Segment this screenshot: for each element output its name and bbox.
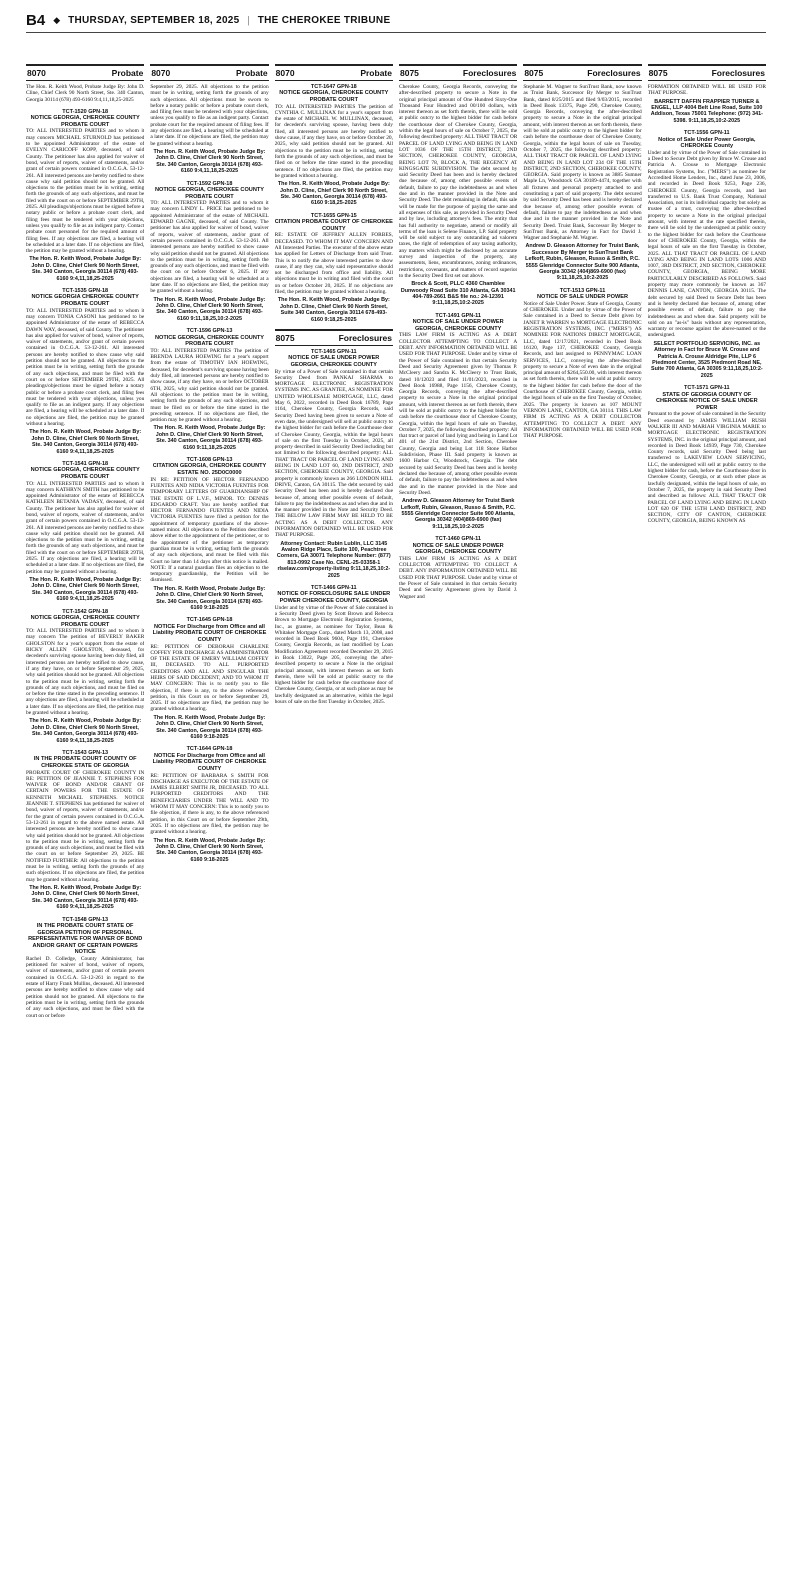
category-code: 8075 (399, 68, 419, 78)
notice-id: TCT-1543 GPN-13 (62, 749, 109, 756)
notice-title: NOTICE For Discharge from Office and all Liability PROBATE COURT OF CHEROKEE COUNTY (152, 623, 267, 643)
notice-title: CITATION PROBATE COURT OF CHEROKEE COUNTY (274, 219, 393, 232)
category-code: 8075 (275, 332, 295, 343)
notice-signature: Andrew D. Gleason Attorney for Truist Bank Lefkoff, Rubin, Gleason, Russo & Smith, P.C. 5555 Glenridge Connector Suite 900 Atlanta, Georgia 30342 (404)869-6900 (fax) 9:11,18,25,10:2-2025 (400, 498, 516, 530)
category-name: Probate (236, 68, 268, 78)
category-code: 8070 (27, 68, 46, 78)
paper-name: THE CHEROKEE TRIBUNE (257, 14, 391, 26)
notice-body: Rachel D. Colledge, County Administrator, has petitioned for waiver of bond, waiver of reports, waiver of statements, and/or grant of certain powers contained in O.C.G.A. 53-12-261 in regard to the estate of Harry Frank Mullins, deceased. All interested persons are hereby notified to show cause why said petition should not be granted. All objections to the petition must be in writing, setting forth the grounds of any such objections, and must be filed with the court on or before (26, 955, 145, 1019)
notice-signature: The Hon. R. Keith Wood, Probate Judge By: John D. Cline, Chief Clerk 90 North Street, Ste. 340 Canton, Georgia 30114 (678) 493-6160 9:4,11,18,25-2025 (29, 718, 142, 744)
notice-body: RE: PETITION OF BARBARA S SMITH FOR DISCHARGE AS EXECUTOR OF THE ESTATE OF JAMES ELBERT SMITH JR, DECEASED. TO ALL PURPORTED CREDITORS AND THE BENEFICIARIES UNDER THE WILL AND TO WHOM IT MAY CONCERN: This is to notify you to file objection, if there is any, to the above referenced petition, in this Court on or before September 29th, 2025. If no objections are filed, the petition may be granted without a hearing. (150, 772, 269, 836)
notice-body: IN RE: PETITION OF HECTOR FERNANDO FUENTES AND NIDIA VICTORIA FUENTES FOR TEMPORARY LETTERS OF GUARDIANSHIP OF THE ESTATE OF L.V.F., MINOR. TO: DENNIS EDGARDO CRAFT. You are hereby notified that HECTOR FERNANDO FUENTES AND NIDIA VICTORIA FUENTES have filed a petition for the appointment of temporary guardians of the above-named minor. All objections to the Petition described above either to the appointment of the petitioner, or to the appointment of the petitioner as temporary guardian must be in writing, setting forth the grounds of any such objections, and must be filed with this Court no later than 14 days after this notice is mailed. NOTE: If a natural guardian files an objection to the temporary guardianship, the Petition will be dismissed. (150, 476, 269, 584)
notice-body: TO: ALL INTERESTED PARTIES and to whom it may concern The petition of BEVERLY BAKER GHOLSTON for a year's support from the estate of RICKY ALLEN GHOLSTON, deceased, for decedent's surviving spouse having been duly filed, all interested persons are hereby notified to show cause, if any they have, on or before September 29, 2025, why said petition should not be granted. All objections to the petition must be in writing, setting forth the grounds of any such objections, and must be filed on or before the time stated in the preceding sentence. If any objections are filed, a hearing will be scheduled at a later date. If no objections are filed, the petition may be granted without a hearing. (26, 628, 145, 717)
column-heading (275, 64, 393, 81)
notice-body: TO: ALL INTERESTED PARTIES and to whom it may concern LINDY L. PRICE has petitioned to be appointed Administrator of the estate of MICHAEL EDWARD GAGNE, deceased, of said County. The petitioner has also applied for waiver of bond, waiver of reports, waiver of statements, and/or grant of certain powers contained in O.C.G.A. 53-12-261. All interested persons are hereby notified to show cause why said petition should not be granted. All objections to the petition must be in writing, setting forth the grounds of any such objections, and must be filed with the court on or before October 6, 2025. If any objections are filed, a hearing will be scheduled at a later date. If no objections are filed, the petition may be granted without a hearing. (150, 200, 269, 295)
legal-notice (150, 617, 268, 740)
legal-notice (26, 84, 144, 103)
category-name: Probate (360, 68, 392, 78)
notice-id: TCT-1466 GPN-11 (311, 585, 357, 592)
notice-id: TCT-1520 GPN-18 (62, 108, 109, 115)
notice-signature: The Hon. R. Keith Wood, Probate Judge By: John D. Cline, Chief Clerk 90 North Street, Ste. 340 Canton, Georgia 30114 (678) 493-6160 9:18-2025 (153, 837, 266, 863)
notice-signature: The Hon. R. Keith Wood, Probate Judge By: John D. Cline, Chief Clerk 90 North Street, Ste. 340 Canton, Georgia 30114 (678) 493-6160 9:4,11,18,25-2025 (29, 576, 142, 603)
column-heading (26, 64, 144, 81)
notice-body: PROBATE COURT OF CHEROKEE COUNTY IN RE: PETITION OF JEANNIE T. STEPHENS FOR WAIVER OF BOND AND/OR GRANT OF CERTAIN POWERS FOR THE ESTATE OF KENNETH MICHAEL STEPHENS. NOTICE JEANNIE T. STEPHENS has petitioned for waiver of bond, waiver of reports, waiver of statements, and/or for the grant of certain powers contained in O.C.G.A. 53-12-261 in regard to the above named estate. All interested persons are hereby notified to show cause why said petition should not be granted. All objections to the petition must be in writing, setting forth the grounds of any such objections, and must be filed with the court on or before September 29, 2025. BE NOTIFIED FURTHER: All objections to the petition must be in writing, setting forth the grounds of any such objections. If no objections are filed, the petition may be granted without a hearing. (26, 769, 145, 883)
notice-signature: The Hon. R. Keith Wood, Probate Judge By: John D. Cline, Chief Clerk 90 North Street, Ste. 340 Canton, Georgia 30114 (678) 493-6160 9:11,18,25,10:2-2025 (153, 296, 266, 322)
notice-body: Under and by virtue of the Power of Sale contained in a Security Deed given by Scott Brown and Rebecca Brown to Mortgage Electronic Registration Systems, Inc., as grantee, as nominee for Taylor, Bean & Whitaker Mortgage Corp., dated March 13, 2008, and recorded in Deed Book 9604, Page 191, Cherokee County, Georgia Records, as last modified by Loan Modification Agreement recorded December 29, 2015 in Book 13022, Page 205, conveying the after-described property to secure a Note in the original principal amount, with interest thereon as set forth therein, there will be sold at public outcry to the highest bidder for cash before the courthouse door of Cherokee County, Georgia, or at such place as may be lawfully designated as an alternative, within the legal hours of sale on the first Tuesday in October, 2025. (274, 604, 393, 706)
column-heading (399, 64, 517, 81)
notice-id: TCT-1465 GPN-11 (311, 348, 357, 355)
notice-signature: The Hon. R. Keith Wood, Probate Judge By: John D. Cline, Chief Clerk 90 North Street, Ste. 340 Canton, Georgia 30114 (678) 493-6160 9:18,25-2025 (277, 181, 390, 207)
notice-id: TCT-1571 GPN-11 (684, 385, 730, 392)
notice-id: TCT-1592 GPN-18 (186, 180, 233, 187)
notice-signature: Attorney Contact: Rubin Lublin, LLC 3145 Avalon Ridge Place, Suite 100, Peachtree Corners, GA 30071 Telephone Number: (877) 813-0992 Case No. CENL-25-03358-1 rlselaw.com/property-listing 9:11,18,25,10:2-2025 (276, 540, 391, 579)
notice-id: TCT-1460 GPN-11 (435, 536, 481, 543)
notice-body: TO: ALL INTERESTED PARTIES and to whom it may concern MICHAEL STURNOLD has petitioned to be appointed Administrator of the estate of EVELYN CARICOFF KOPP, deceased, of said County. The petitioner has also applied for waiver of bond, waiver of reports, waiver of statements, and/or grant of certain powers contained in O.C.G.A. 53-12-261. All interested persons are hereby notified to show cause why said petition should not be granted. All objections to the petition must be in writing, setting forth the grounds of any such objections, and must be filed with the court on or before SEPTEMBER 29TH, 2025. All pleadings/objections must be signed before a notary public or before a probate court clerk, and filing fees must be tendered with your objections, unless you qualify to file as an indigent party. Contact probate court personnel for the required amount of filing fees. If any objections are filed, a hearing will be scheduled at a later date. If no objections are filed, the petition may be granted without a hearing. (26, 128, 145, 255)
notice-column (275, 64, 393, 1574)
legal-notice (26, 461, 144, 603)
category-code: 8070 (275, 68, 295, 78)
notice-signature: Andrew D. Gleason Attorney for Truist Bank, Successor By Merger to SunTrust Bank Lefkoff, Rubin, Gleason, Russo & Smith, P.C. 5555 Glenridge Connector Suite 900 Atlanta, Georgia 30342 (404)869-6900 (fax) 9:11,18,25,10:2-2025 (525, 243, 640, 282)
notice-title: NOTICE For Discharge from Office and all Liability PROBATE COURT OF CHEROKEE COUNTY (152, 752, 267, 772)
column-heading (275, 329, 393, 346)
notice-title: CITATION GEORGIA, CHEROKEE COUNTY ESTATE NO. 25D0C0000 (152, 463, 267, 477)
header-separator: | (247, 14, 250, 26)
notice-body: RE: ESTATE OF JEFFREY ALLEN FORBES, DECEASED. TO WHOM IT MAY CONCERN AND All Interested Parties. The executor of the above estate has applied for Letters of Discharge from said Trust. This is to notify the above interested parties to show cause, if any they can, why said representative should not be discharged from office and liability. All objections must be in writing and filed with the court on or before October 20, 2025. If no objections are filed, the petition may be granted without a hearing. (274, 232, 393, 296)
column-heading (648, 64, 766, 81)
notice-title: NOTICE OF SALE UNDER POWER (536, 294, 628, 301)
legal-notice (150, 84, 268, 175)
category-name: Foreclosures (587, 68, 641, 78)
notice-title: NOTICE OF SALE UNDER POWER GEORGIA, CHEROKEE COUNTY (412, 319, 504, 332)
notice-title: NOTICE GEORGIA, CHEROKEE COUNTY PROBATE COURT (30, 467, 140, 480)
column-heading (523, 64, 641, 81)
notice-column (26, 64, 144, 1574)
notice-id: TCT-1513 GPN-11 (559, 287, 606, 294)
notice-title: NOTICE GEORGIA, CHEROKEE COUNTY PROBATE COURT (30, 115, 140, 128)
notice-id: TCT-1644 GPN-18 (186, 746, 233, 753)
legal-notice (150, 746, 268, 863)
notice-title: NOTICE OF SALE UNDER POWER GEORGIA, CHEROKEE COUNTY (288, 355, 380, 368)
diamond-icon: ◆ (53, 14, 61, 25)
notice-id: TCT-1548 GPN-13 (62, 916, 109, 923)
notice-title: NOTICE GEORGIA, CHEROKEE COUNTY PROBATE COURT (30, 614, 140, 628)
notice-body: THIS LAW FIRM IS ACTING AS A DEBT COLLECTOR ATTEMPTING TO COLLECT A DEBT. ANY INFORMATION OBTAINED WILL BE USED FOR THAT PURPOSE. Under and by virtue of the Power of Sale contained in that certain Security Deed and Security Agreement given by David J. Wagner and (398, 555, 518, 600)
category-name: Foreclosures (462, 68, 517, 78)
category-code: 8070 (151, 68, 171, 78)
notice-id: TCT-1655 GPN-15 (310, 212, 357, 219)
column-heading (150, 64, 268, 81)
page-number: B4 (26, 11, 46, 29)
notice-title: IN THE PROBATE COURT STATE OF GEORGIA PETITION OF PERSONAL REPRESENTATIVE FOR WAIVER OF BOND AND/OR GRANT OF CERTAIN POWERS NOTICE (28, 922, 143, 956)
notice-column (399, 64, 517, 1574)
legal-notice (523, 84, 641, 282)
legal-notice (26, 288, 144, 455)
notice-id: TCT-1647 GPN-18 (310, 84, 357, 90)
legal-notice (399, 313, 517, 530)
notice-body: Under and by virtue of the Power of Sale contained in a Deed to Secure Debt given by Bruce W. Crouse and Patricia A. Crouse to Mortgage Electronic Registration Systems, Inc. ("MERS") as nominee for Accredited Home Lenders, Inc., dated June 23, 2006, and recorded in Deed Book 9253, Page 236, CHEROKEE County, Georgia records, and last transferred to U.S. Bank Trust Company, National Association, not in its individual capacity but solely as trustee of a trust, conveying the after-described property to secure a Note in the original principal amount, with interest at the rate specified therein, there will be sold by the undersigned at public outcry to the highest bidder for cash before the Courthouse door of CHEROKEE County, Georgia, within the legal hours of sale on the first Tuesday in October, 2025. ALL THAT TRACT OR PARCEL OF LAND LYING AND BEING IN LAND LOTS 1006 AND 1007, 3RD DISTRICT, 2ND SECTION, CHEROKEE COUNTY, GEORGIA, BEING MORE PARTICULARLY DESCRIBED AS FOLLOWS. Said property may more commonly be known as 367 DENNIS LANE, CANTON, GEORGIA 30115. The debt secured by said Deed to Secure Debt has been and is hereby declared due because of, among other possible events of default, failure to pay the indebtedness as and when due. Said property will be sold on an "as-is" basis without any representation, warranty or recourse against the above-named or the undersigned. (647, 149, 766, 339)
notice-body: RE: PETITION OF DEBORAH CHARLENE COFFEY FOR DISCHARGE AS ADMINISTRATOR OF THE ESTATE OF EMERY WILLIAM COFFEY III, DECEASED. TO ALL PURPORTED CREDITORS AND ALL AND SINGULAR THE HEIRS OF SAID DECEDENT, AND TO WHOM IT MAY CONCERN: This is to notify you to file objection, if there is any, to the above referenced petition, in this Court on or before September 29, 2025. If no objections are filed, the petition may be granted without a hearing. (150, 643, 269, 713)
legal-notice (26, 109, 144, 282)
classifieds-columns (26, 64, 766, 1574)
notice-signature: The Hon. R. Keith Wood, Probate Judge By: John D. Cline, Chief Clerk 90 North Street, Ste. 340 Canton, Georgia 30114 (678) 493-6160 9:4,11,18,25-2025 (153, 148, 266, 175)
page-header (26, 8, 766, 33)
notice-title: STATE OF GEORGIA COUNTY OF CHEROKEE NOTICE OF SALE UNDER POWER (655, 391, 758, 411)
notice-id: TCT-1542 GPN-18 (62, 608, 109, 615)
legal-notice (26, 609, 144, 744)
notice-signature: The Hon. R. Keith Wood, Probate Judge By: John D. Cline, Chief Clerk 90 North Street, Ste. 340 Canton, Georgia 30114 (678) 493-6160 9:18-2025 (153, 585, 266, 611)
category-name: Probate (111, 68, 144, 78)
notice-title: NOTICE GEORGIA, CHEROKEE COUNTY PROBATE COURT (154, 187, 265, 200)
notice-id: TCT-1535 GPN-18 (62, 288, 109, 295)
legal-notice (26, 917, 144, 1019)
notice-signature: SELECT PORTFOLIO SERVICING, INC. as Attorney in Fact for Bruce W. Crouse and Patricia A. Crouse Aldridge Pite, LLP 6 Piedmont Center, 3525 Piedmont Road NE, Suite 700 Atlanta, GA 30305 9:11,18,25,10:2-2025 (650, 340, 763, 379)
legal-notice (275, 349, 393, 579)
legal-notice (150, 181, 268, 323)
notice-signature: The Hon. R. Keith Wood, Probate Judge By: John D. Cline, Chief Clerk 90 North Street, Ste. 340 Canton, Georgia 30114 (678) 493-6160 9:4,11,18,25-2025 (29, 884, 142, 911)
notice-signature: The Hon. R. Keith Wood, Probate Judge By: John D. Cline, Chief Clerk 90 North Street, Ste. 340 Canton, Georgia 30114 (678) 493-6160 9:18-2025 (153, 714, 266, 740)
legal-notice (648, 385, 766, 525)
notice-body: Pursuant to the power of sale contained in the Security Deed executed by JAMES WILLIAM RUSH WALKER III AND MARIAH VIRGINIA MARIE to MORTGAGE ELECTRONIC REGISTRATION SYSTEMS, INC. in the original principal amount, and recorded in Deed Book 14939, Page 730, Cherokee County records, said Security Deed being last transferred to LAKEVIEW LOAN SERVICING, LLC, the undersigned will sell at public outcry to the highest bidder for cash, before the Courthouse door in Cherokee County, Georgia, or at such other place as lawfully designated, within the legal hours of sale, on October 7, 2025, the property in said Security Deed and described as follows: ALL THAT TRACT OR PARCEL OF LAND LYING AND BEING IN LAND LOT 620 OF THE 15TH LAND DISTRICT, 2ND SECTION, CITY OF CANTON, CHEROKEE COUNTY, GEORGIA, BEING KNOWN AS (647, 411, 766, 525)
legal-notice (275, 213, 393, 323)
notice-title: NOTICE OF FORECLOSURE SALE UNDER POWER CHEROKEE COUNTY, GEORGIA (277, 591, 391, 605)
legal-notice (399, 536, 517, 600)
notice-body: TO: ALL INTERESTED PARTIES and to whom it may concern TONIA CASONI has petitioned to be appointed Administrator of the estate of REBECCA DAWN WAY, deceased, of said County. The petitioner has also applied for waiver of bond, waiver of reports, waiver of statements, and/or grant of certain powers contained in O.C.G.A. 53-12-261. All interested persons are hereby notified to show cause why said petition should not be granted. All objections to the petition must be in writing, setting forth the grounds of any such objections, and must be filed with the court on or before SEPTEMBER 29TH, 2025. All pleadings/objections must be signed before a notary public or before a probate court clerk, and filing fees must be tendered with your objections, unless you qualify to file as an indigent party. If any objections are filed, a hearing will be scheduled at a later date. If no objections are filed, the petition may be granted without a hearing. (26, 307, 145, 427)
notice-body: FORMATION OBTAINED WILL BE USED FOR THAT PURPOSE. (647, 84, 766, 97)
notice-title: NOTICE GEORGIA, CHEROKEE COUNTY PROBATE COURT (154, 334, 265, 348)
legal-notice (150, 457, 268, 611)
notice-body: TO: ALL INTERESTED PARTIES and to whom it may concern KATHRYN SMITH has petitioned to be appointed Administrator of the estate of REBECCA KATHLEEN BETANIA VADASY, deceased, of said County. The petitioner has also applied for waiver of bond, waiver of reports, waiver of statements, and/or grant of certain powers contained in O.C.G.A. 53-12-261. All interested persons are hereby notified to show cause why said petition should not be granted. All objections to the petition must be in writing, setting forth the grounds of any such objections, and must be filed with the court on or before SEPTEMBER 29TH, 2025. If any objections are filed, a hearing will be scheduled at a later date. If no objections are filed, the petition may be granted without a hearing. (26, 480, 145, 575)
category-code: 8075 (648, 68, 668, 78)
notice-body: Cherokee County, Georgia Records, conveying the after-described property to secure a Note in the original principal amount of One Hundred Sixty-One Thousand Four Hundred and 00/100 dollars, with interest thereon as set forth therein, there will be sold at public outcry to the highest bidder for cash before the courthouse door of Cherokee County, Georgia, within the legal hours of sale on October 7, 2025, the following described property: ALL THAT TRACT OR PARCEL OF LAND LYING AND BEING IN LAND LOT 1036 OF THE 15TH DISTRICT, 2ND SECTION, CHEROKEE COUNTY, GEORGIA, BEING LOT 78, BLOCK A, THE REGENCY AT KINGSGATE SUBDIVISION. The debt secured by said Security Deed has been and is hereby declared due because of, among other possible events of default, failure to pay the indebtedness as and when due and in the manner provided in the Note and Security Deed. The debt remaining in default, this sale will be made for the purpose of paying the same and all expenses of this sale, as provided in Security Deed and by law, including attorney's fees. The entity that has full authority to negotiate, amend or modify all terms of the loan is Selene Finance, LP. Said property will be sold subject to any outstanding ad valorem taxes, the right of redemption of any taxing authority, any matters which might be disclosed by an accurate survey and inspection of the property, any assessments, liens, encumbrances, zoning ordinances, restrictions, covenants, and matters of record superior to the Security Deed first set out above. (398, 84, 518, 279)
notice-id: TCT-1491 GPN-11 (435, 312, 481, 319)
legal-notice (275, 585, 393, 705)
legal-notice (150, 328, 268, 451)
notice-column (648, 64, 766, 1574)
notice-signature: The Hon. R. Keith Wood, Probate Judge By: John D. Cline, Chief Clerk 90 North Street, Suite 340 Canton, Georgia 30114 678-493-6160 9:18,25-2025 (277, 297, 390, 323)
category-code: 8075 (524, 68, 544, 78)
notice-title: NOTICE GEORGIA, CHEROKEE COUNTY PROBATE COURT (279, 90, 389, 103)
notice-title: Notice of Sale Under Power Georgia, CHEROKEE County (658, 136, 756, 150)
notice-id: TCT-1556 GPN-11 (684, 130, 730, 137)
legal-notice (399, 84, 517, 307)
notice-signature: The Hon. R. Keith Wood, Probate Judge By: John D. Cline, Chief Clerk 90 North Street, Ste. 340 Canton, Georgia 30114 (678) 493-6160 9:4,11,18,25-2025 (29, 429, 142, 455)
notice-signature: The Hon. R. Keith Wood, Probate Judge By: John D. Cline, Chief Clerk 90 North Street, Ste. 340 Canton, Georgia 30114 (678) 493-6160 9:4,11,18,25-2025 (29, 256, 142, 282)
notice-body: Stephanie M. Wagner to SunTrust Bank, now known as Truist Bank, Successor By Merger to SunTrust Bank, dated 8/25/2015 and filed 9/03/2015, recorded in Deed Book 13375, Page 290, Cherokee County, Georgia Records, conveying the after-described property to secure a Note in the original principal amount, with interest thereon as set forth therein, there will be sold at public outcry to the highest bidder for cash before the courthouse door of Cherokee County, Georgia, within the legal hours of sale on Tuesday, October 7, 2025, the following described property: ALL THAT TRACT OR PARCEL OF LAND LYING AND BEING IN LAND LOT 234 OF THE 15TH DISTRICT, 2ND SECTION, CHEROKEE COUNTY, GEORGIA. Said property is known as 3885 Sumner Maple Ln, Woodstock GA 30189-4474, together with all fixtures and personal property attached to and constituting a part of said property. The debt secured by said Security Deed has been and is hereby declared due because of, among other possible events of default, failure to pay the indebtedness as and when due and in the manner provided in the Note and Security Deed. Truist Bank, Successor By Merger to SunTrust Bank, as Attorney in Fact for David J. Wagner and Stephanie M. Wagner. (523, 84, 642, 242)
legal-notice (648, 84, 766, 124)
legal-notice (26, 750, 144, 911)
legal-notice (523, 288, 641, 440)
notice-signature: The Hon. R. Keith Wood, Probate Judge By: John D. Cline, Chief Clerk 90 North Street, Ste. 340 Canton, Georgia 30114 (678) 493-6160 9:11,18,25-2025 (153, 425, 266, 451)
notice-column (523, 64, 641, 1574)
notice-body: THIS LAW FIRM IS ACTING AS A DEBT COLLECTOR ATTEMPTING TO COLLECT A DEBT. ANY INFORMATION OBTAINED WILL BE USED FOR THAT PURPOSE. Under and by virtue of the Power of Sale contained in that certain Security Deed and Security Agreement given by Thomas P. McCleery and Sandra K. McCleery to Trust Bank, dated 10/12023 and filed 11/01/2023, recorded in Deed Book 16988, Page 1156, Cherokee County, Georgia Records, conveying the after-described property to secure a Note in the original principal amount, with interest thereon as set forth therein, there will be sold at public outcry to the highest bidder for cash before the courthouse door of Cherokee County, Georgia, within the legal hours of sale on Tuesday, October 7, 2025, the following described property: All that tract or parcel of land lying and being in Land Lot 401 of the 21st District, 2nd Section, Cherokee County, Georgia and being Lot 118 Stone Harbor Subdivision, Phase III. Said property is known as 1600 Harbor Ct, Woodstock, Georgia. The debt secured by said Security Deed has been and is hereby declared due because of, among other possible events of default, failure to pay the indebtedness as and when due and in the manner provided in the Note and Security Deed. (398, 332, 518, 496)
legal-notice (648, 130, 766, 379)
category-name: Foreclosures (338, 332, 392, 343)
notice-column (150, 64, 268, 1574)
notice-title: NOTICE OF SALE UNDER POWER GEORGIA, CHEROKEE COUNTY (412, 542, 504, 556)
notice-body: Notice of Sale Under Power. State of Georgia, County of CHEROKEE. Under and by virtue of the Power of Sale contained in a Deed to Secure Debt given by JANET R WARREN to MORTGAGE ELECTRONIC REGISTRATION SYSTEMS, INC. ("MERS") AS NOMINEE FOR NATIONS DIRECT MORTGAGE, LLC, dated 12/17/2021, recorded in Deed Book 16120, Page 137, CHEROKEE County, Georgia Records, and last assigned to PENNYMAC LOAN SERVICES, LLC, conveying the after-described property to secure a Note of even date in the original principal amount of $264,550.00, with interest thereon as set forth therein, there will be sold at public outcry to the highest bidder for cash before the door of the Courthouse of CHEROKEE County, Georgia, within the legal hours of sale on the first Tuesday of October, 2025. The property is known as 107 MOUNT VERNON LANE, CANTON, GA 30114. THIS LAW FIRM IS ACTING AS A DEBT COLLECTOR ATTEMPTING TO COLLECT A DEBT. ANY INFORMATION OBTAINED WILL BE USED FOR THAT PURPOSE. (523, 300, 642, 440)
notice-id: TCT-1645 GPN-18 (186, 617, 233, 624)
notice-title: NOTICE GEORGIA CHEROKEE COUNTY PROBATE COURT (31, 294, 139, 308)
notice-id: TCT-1608 GPN-13 (186, 457, 233, 464)
notice-body: By virtue of a Power of Sale contained in that certain Security Deed from PANKAJ SHARMA to MORTGAGE ELECTRONIC REGISTRATION SYSTEMS INC. AS GRANTEE, AS NOMINEE FOR UNITED WHOLESALE MORTGAGE, LLC, dated May 6, 2022, recorded in Deed Book 16789, Page 1164, Cherokee County, Georgia Records, said Security Deed having been given to secure a Note of even date, the undersigned will sell at public outcry to the highest bidder for cash before the Courthouse door of Cherokee County, Georgia, within the legal hours of sale on the first Tuesday in October, 2025, all property described in said Security Deed including but not limited to the following described property: ALL THAT TRACT OR PARCEL OF LAND LYING AND BEING IN LAND LOT 60, 2ND DISTRICT, 2ND SECTION, CHEROKEE COUNTY, GEORGIA. Said property is commonly known as 266 LONDON HILL DRIVE, Canton, GA 30115. The debt secured by said Security Deed has been and is hereby declared due because of, among other possible events of default, failure to pay the indebtedness as and when due and in the manner provided in the Note and Security Deed. THE BELOW LAW FIRM MAY BE HELD TO BE ACTING AS A DEBT COLLECTOR. ANY INFORMATION OBTAINED WILL BE USED FOR THAT PURPOSE. (274, 368, 393, 539)
notice-signature: Brock & Scott, PLLC 4360 Chamblee Dunwoody Road Suite 310 Atlanta, GA 30341 404-789-2661 B&S file no.: 24-12391 9:11,18,25,10:2-2025 (400, 281, 516, 307)
notice-body: The Hon. R. Keith Wood, Probate Judge By: John D. Cline, Chief Clerk 90 North Street, Ste. 340 Canton, Georgia 30114 (678) 493-6160 9:4,11,18,25-2025 (26, 84, 145, 103)
notice-body: TO: ALL INTERESTED PARTIES The petition of BRENDA LAURA HOEWING for a year's support from the estate of TIMOTHY IAN HOEWING, deceased, for decedent's surviving spouse having been duly filed, all interested persons are hereby notified to show cause, if any they have, on or before OCTOBER 6TH, 2025, why said petition should not be granted. All objections to the petition must be in writing, setting forth the grounds of any such objections, and must be filed on or before the time stated in the preceding sentence. If no objections are filed, the petition may be granted without a hearing. (150, 347, 269, 424)
notice-id: TCT-1596 GPN-13 (186, 328, 233, 335)
notice-id: TCT-1541 GPN-18 (62, 460, 109, 467)
issue-date: THURSDAY, SEPTEMBER 18, 2025 (68, 14, 240, 26)
notice-signature: BARRETT DAFFIN FRAPPIER TURNER & ENGEL, LLP 4004 Belt Line Road, Suite 100 Addison, Texas 75001 Telephone: (972) 341-5398. 9:11,18,25,10:2-2025 (650, 98, 763, 124)
category-name: Foreclosures (711, 68, 765, 78)
notice-body: September 29, 2025. All objections to the petition must be in writing, setting forth the grounds of any such objections. All objections must be sworn to before a notary public or before a probate court clerk, and filing fees must be tendered with your objections, unless you qualify to file as an indigent party. Contact probate court for the required amount of filing fees. If any objections are filed, a hearing will be scheduled at a later date. If no objections are filed, the petition may be granted without a hearing. (150, 84, 269, 147)
notice-body: TO: ALL INTERESTED PARTIES The petition of CYNTHIA C. MULLINAX for a year's support from the estate of MICHAEL W. MULLINAX, deceased, for decedent's surviving spouse, having been duly filed, all interested persons are hereby notified to show cause, if any they have, on or before October 20, 2025, why said petition should not be granted. All objections to the petition must be in writing, setting forth the grounds of any such objections, and must be filed on or before the time stated in the preceding sentence. If no objections are filed, the petition may be granted without a hearing. (274, 103, 393, 179)
notice-title: IN THE PROBATE COURT COUNTY OF CHEROKEE STATE OF GEORGIA (33, 756, 137, 769)
legal-notice (275, 84, 393, 207)
